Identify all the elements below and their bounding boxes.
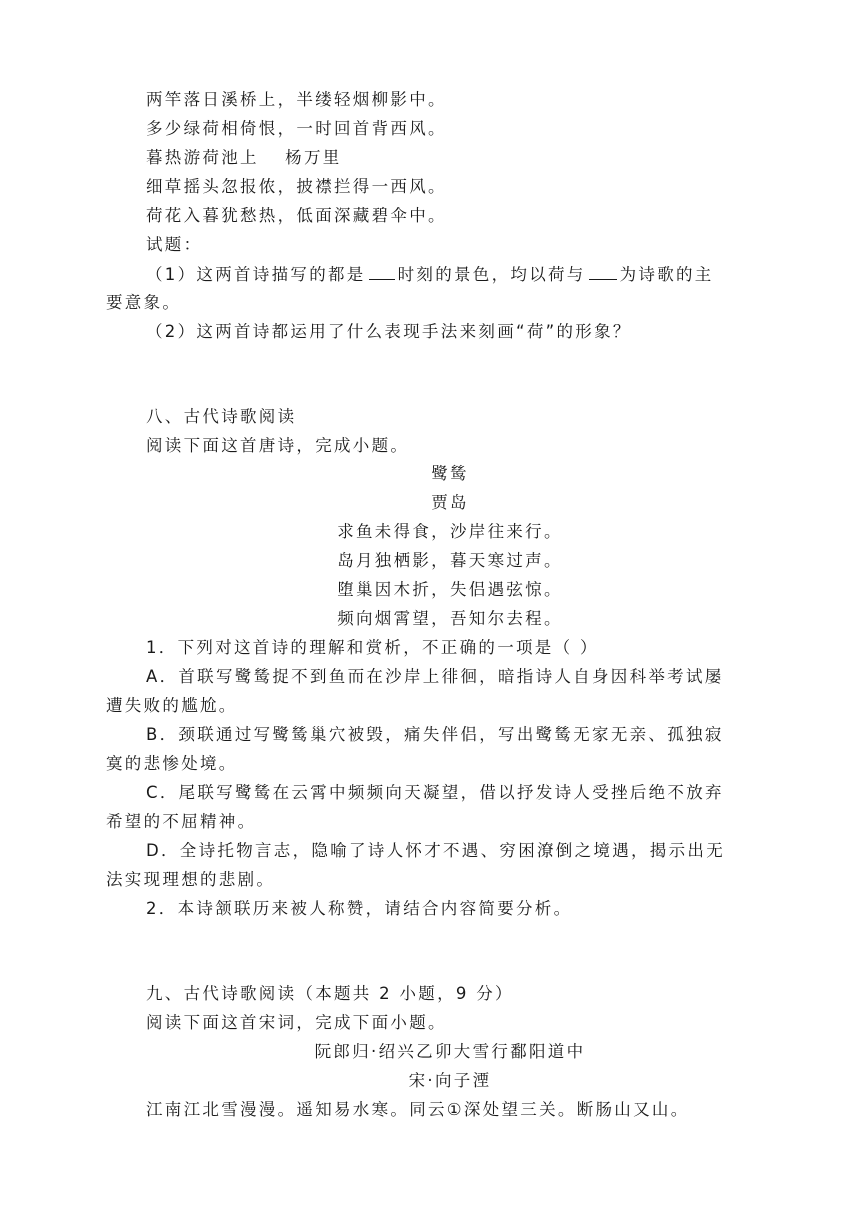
ci-poem-author: 宋·向子湮 <box>408 1071 492 1090</box>
poem-line: 岛月独栖影，暮天寒过声。 <box>337 551 563 570</box>
mc-question-stem: 1．下列对这首诗的理解和赏析，不正确的一项是（ ） <box>146 638 599 657</box>
poem1-line-2: 多少绿荷相倚恨，一时回首背西风。 <box>146 119 447 138</box>
poem2-title: 暮热游荷池上 杨万里 <box>146 148 342 167</box>
option-d: D．全诗托物言志，隐喻了诗人怀才不遇、穷困潦倒之境遇，揭示出无 <box>146 841 726 860</box>
answer-blank-1 <box>369 263 395 280</box>
poem-line: 堕巢因木折，失侣遇弦惊。 <box>337 580 563 599</box>
question-1-part-2: 时刻的景色，均以荷与 <box>397 265 586 284</box>
section-9-heading: 九、古代诗歌阅读（本题共 2 小题，9 分） <box>146 984 514 1003</box>
short-answer-question: 2．本诗颔联历来被人称赞，请结合内容简要分析。 <box>146 899 573 918</box>
question-1-part-3: 为诗歌的主 <box>619 265 714 284</box>
poem1-line-1: 两竿落日溪桥上，半缕轻烟柳影中。 <box>146 90 447 109</box>
option-b: B．颈联通过写鹭鸶巢穴被毁，痛失伴侣，写出鹭鸶无家无亲、孤独寂 <box>146 725 724 744</box>
poem-line: 求鱼未得食，沙岸往来行。 <box>337 522 563 541</box>
option-c: C．尾联写鹭鸶在云霄中频频向天凝望，借以抒发诗人受挫后绝不放弃 <box>146 783 724 802</box>
poem2-line-2: 荷花入暮犹愁热，低面深藏碧伞中。 <box>146 206 447 225</box>
ci-poem-title: 阮郎归·绍兴乙卯大雪行鄱阳道中 <box>314 1042 586 1061</box>
question-1 <box>146 263 714 286</box>
option-d-continued: 法实现理想的悲剧。 <box>106 870 276 889</box>
option-a: A．首联写鹭鸶捉不到鱼而在沙岸上徘徊，暗指诗人自身因科举考试屡 <box>146 667 724 686</box>
poem-author-jiadao: 贾岛 <box>431 493 469 512</box>
question-2: （2）这两首诗都运用了什么表现手法来刻画“荷”的形象？ <box>146 322 632 341</box>
option-a-continued: 遭失败的尴尬。 <box>106 696 238 715</box>
section-8-instruction: 阅读下面这首唐诗，完成小题。 <box>146 436 410 455</box>
answer-blank-2 <box>589 263 617 280</box>
poem2-line-1: 细草摇头忽报侬，披襟拦得一西风。 <box>146 177 447 196</box>
option-b-continued: 寞的悲惨处境。 <box>106 754 238 773</box>
poem-title-lusi: 鹭鸶 <box>431 464 469 483</box>
poem-line: 频向烟霄望，吾知尔去程。 <box>337 609 563 628</box>
option-c-continued: 希望的不屈精神。 <box>106 812 257 831</box>
question-1-part-1: （1）这两首诗描写的都是 <box>146 265 366 284</box>
question-1-continued: 要意象。 <box>106 293 182 312</box>
section-9-instruction: 阅读下面这首宋词，完成下面小题。 <box>146 1013 447 1032</box>
section-8-heading: 八、古代诗歌阅读 <box>146 407 297 426</box>
questions-label: 试题： <box>146 235 203 254</box>
ci-poem-line-1: 江南江北雪漫漫。遥知易水寒。同云①深处望三关。断肠山又山。 <box>146 1100 690 1119</box>
